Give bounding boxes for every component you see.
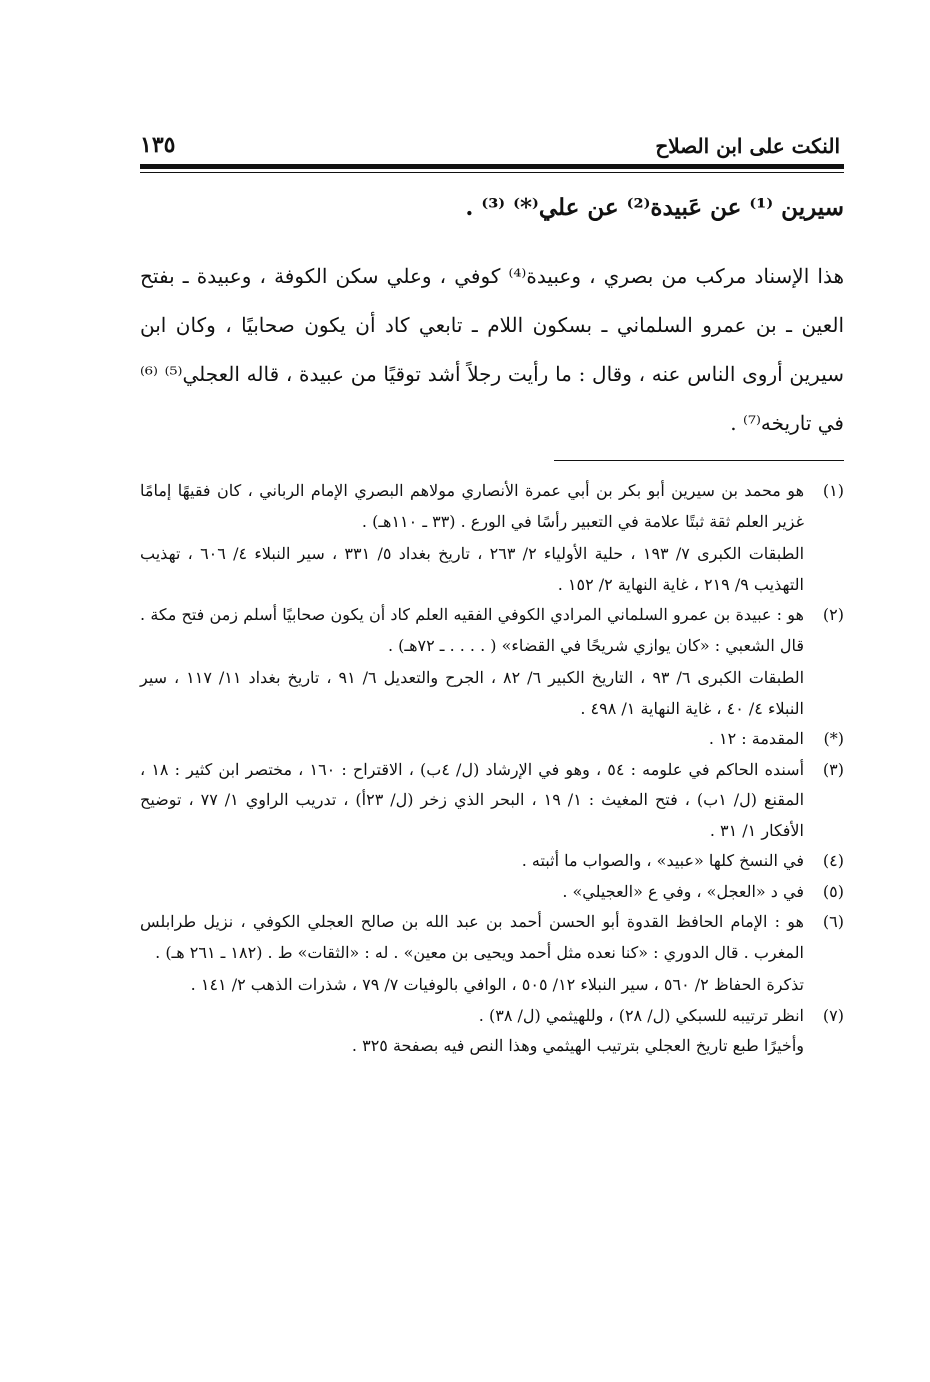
- page-header: [140, 122, 840, 158]
- footnote-3: [140, 755, 844, 847]
- footnote-text: هو : عبيدة بن عمرو السلماني المرادي الكوفي الفقيه العلم كاد أن يكون صحابيًا أسلم زمن فتح مكة . قال الشعبي : «كان يوازي شريحًا في القضاء» ( . . . . ـ ٧٢هـ) .: [140, 605, 804, 655]
- footnote-number: (٥): [822, 881, 844, 901]
- running-title: النكت على ابن الصلاح: [655, 134, 840, 158]
- page-number: ١٣٥: [140, 132, 176, 158]
- footnote-separator: [554, 460, 844, 461]
- footnote-references: الطبقات الكبرى ٧/ ١٩٣ ، حلية الأولياء ٢/ ٢٦٣ ، تاريخ بغداد ٥/ ٣٣١ ، سير النبلاء ٤/ ٦٠٦ ، تهذيب التهذيب ٩/ ٢١٩ ، غاية النهاية ٢/ ١٥٢ .: [140, 544, 805, 594]
- isnad-line: سيرين ⁽¹⁾ عن عَبيدة⁽²⁾ عن علي⁽*⁾ ⁽³⁾ .: [465, 194, 844, 221]
- footnote-1: [140, 476, 844, 600]
- footnote-number: (٧): [822, 1005, 844, 1025]
- footnote-text: المقدمة : ١٢ .: [708, 729, 804, 748]
- footnote-references: الطبقات الكبرى ٦/ ٩٣ ، التاريخ الكبير ٦/ ٨٢ ، الجرح والتعديل ٦/ ٩١ ، تاريخ بغداد ١١/ ١١٧ ، سير النبلاء ٤/ ٤٠ ، غاية النهاية ١/ ٤٩٨ .: [140, 668, 805, 718]
- main-paragraph: هذا الإسناد مركب من بصري ، وعبيدة⁽⁴⁾ كوفي ، وعلي سكن الكوفة ، وعبيدة ـ بفتح العين ـ بن عمرو السلماني ـ بسكون اللام ـ تابعي كاد أن يكون صحابيًا ، وكان ابن سيرين أروى الناس عنه ، وقال : ما رأيت رجلاً أشد توقيًا من عبيدة ، قاله العجلي⁽⁵⁾ ⁽⁶⁾ في تاريخه⁽⁷⁾ .: [140, 264, 844, 435]
- footnote-4: [140, 846, 844, 877]
- footnote-number: (٤): [822, 851, 844, 870]
- footnote-number: (٦): [822, 912, 844, 931]
- footnote-2: [140, 600, 844, 724]
- footnote-text: وأخيرًا طبع تاريخ العجلي بترتيب الهيثمي وهذا النص فيه بصفحة ٣٢٥ .: [351, 1036, 804, 1055]
- footnotes: [140, 476, 844, 1062]
- footnote-number: (١): [822, 481, 844, 500]
- footnote-number: (٣): [822, 759, 844, 779]
- header-rule-thick: [140, 164, 844, 169]
- header-rule-thin: [140, 172, 844, 173]
- footnote-text: هو : الإمام الحافظ القدوة أبو الحسن أحمد بن عبد الله بن صالح العجلي الكوفي ، نزيل طرابلس المغرب . قال الدوري : «كنا نعده مثل أحمد ويحيى بن معين» . له : «الثقات» ط . (١٨٢ ـ ٢٦١ هـ) .: [140, 912, 804, 962]
- footnote-5: [140, 877, 844, 908]
- footnote-text: أسنده الحاكم في علومه : ٥٤ ، وهو في الإرشاد (ل/ ٤ب) ، الاقتراح : ١٦٠ ، مختصر ابن كثير : ١٨ ، المقنع (ل/ ١ب) ، فتح المغيث : ١/ ١٩ ، البحر الذي زخر (ل/ ٢٣أ) ، تدريب الراوي ١/ ٧٧ ، توضيح الأفكار ١/ ٣١ .: [140, 759, 805, 840]
- main-text: [140, 252, 844, 448]
- footnote-text: هو محمد بن سيرين أبو بكر بن أبي عمرة الأنصاري مولاهم البصري الإمام الرباني ، كان فقيهًا إمامًا غزير العلم ثقة ثبتًا علامة في التعبير رأسًا في الورع . (٣٣ ـ ١١٠هـ) .: [140, 481, 804, 531]
- footnote-text: في د «العجل» ، وفي ع «العجيلي» .: [562, 881, 804, 901]
- footnote-6: [140, 907, 844, 1001]
- footnote-7: [140, 1001, 844, 1062]
- footnote-number: (*): [823, 729, 844, 748]
- footnote-references: تذكرة الحفاظ ٢/ ٥٦٠ ، سير النبلاء ١٢/ ٥٠٥ ، الوافي بالوفيات ٧/ ٧٩ ، شذرات الذهب ٢/ ١٤١ .: [190, 975, 804, 994]
- footnote-number: (٢): [822, 605, 844, 624]
- footnote-text: في النسخ كلها «عبيد» ، والصواب ما أثبته .: [521, 851, 804, 870]
- footnote-star: [140, 724, 844, 755]
- footnote-text: انظر ترتيبه للسبكي (ل/ ٢٨) ، وللهيثمي (ل/ ٣٨) .: [478, 1005, 804, 1025]
